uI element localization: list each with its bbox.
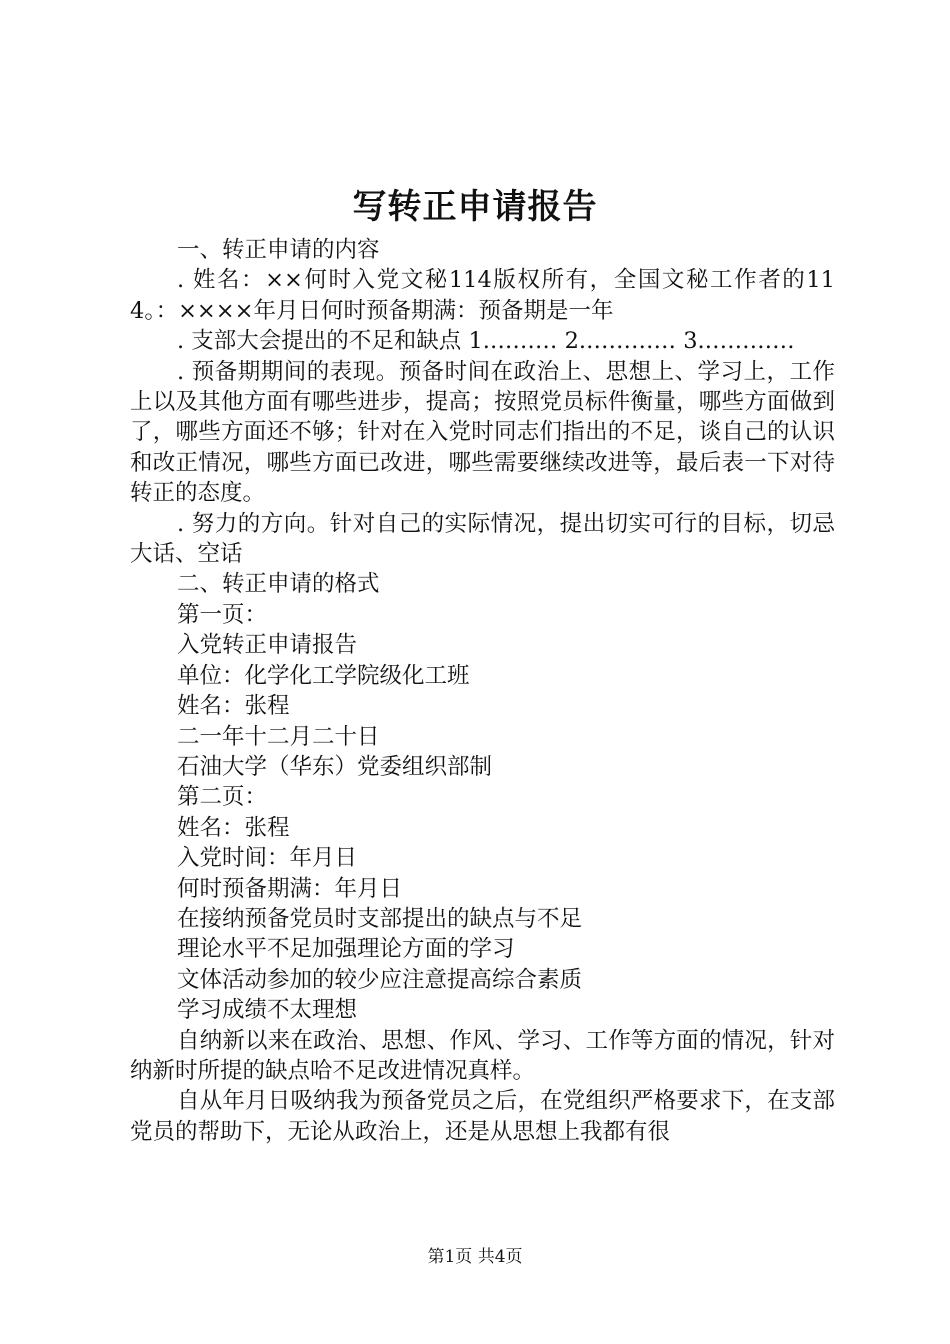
paragraph: . 姓名：××何时入党文秘114版权所有，全国文秘工作者的114。：××××年月日何时预备期满：预备期是一年 [130, 267, 835, 324]
paragraph: 理论水平不足加强理论方面的学习 [177, 936, 515, 963]
paragraph: 单位：化学化工学院级化工班 [177, 662, 470, 689]
paragraph: 文体活动参加的较少应注意提高综合素质 [177, 966, 583, 993]
paragraph: 入党时间：年月日 [177, 845, 358, 872]
paragraph: 何时预备期满：年月日 [177, 875, 403, 902]
paragraph: 在接纳预备党员时支部提出的缺点与不足 [177, 905, 583, 932]
paragraph: 入党转正申请报告 [177, 632, 358, 659]
page-footer: 第1页 共4页 [427, 1247, 523, 1267]
paragraph: . 支部大会提出的不足和缺点 1.……… 2.………… 3.………… [177, 328, 795, 355]
paragraph: . 预备期期间的表现。预备时间在政治上、思想上、学习上，工作上以及其他方面有哪些进步，提高；按照党员标件衡量，哪些方面做到了，哪些方面还不够；针对在入党时同志们指出的不足，谈自己的认识和改正情况，哪些方面已改进，哪些需要继续改进等，最后表一下对待转正的态度。 [130, 358, 835, 507]
section-heading: 一、转正申请的内容 [177, 237, 380, 263]
paragraph: 姓名：张程 [177, 814, 290, 841]
paragraph: 姓名：张程 [177, 693, 290, 720]
paragraph: 第二页： [177, 784, 268, 811]
section-heading: 二、转正申请的格式 [177, 571, 380, 598]
paragraph: 自从年月日吸纳我为预备党员之后，在党组织严格要求下，在支部党员的帮助下，无论从政治上，还是从思想上我都有很 [130, 1088, 835, 1145]
paragraph: 二一年十二月二十日 [177, 723, 380, 750]
paragraph: . 努力的方向。针对自己的实际情况，提出切实可行的目标，切忌大话、空话 [130, 510, 835, 568]
document-body [130, 235, 835, 1147]
paragraph: 第一页： [177, 601, 268, 628]
paragraph: 石油大学（华东）党委组织部制 [177, 753, 493, 780]
document-title: 写转正申请报告 [352, 187, 598, 227]
paragraph: 学习成绩不太理想 [177, 997, 358, 1024]
paragraph: 自纳新以来在政治、思想、作风、学习、工作等方面的情况，针对纳新时所提的缺点哈不足改进情况真样。 [130, 1027, 835, 1084]
